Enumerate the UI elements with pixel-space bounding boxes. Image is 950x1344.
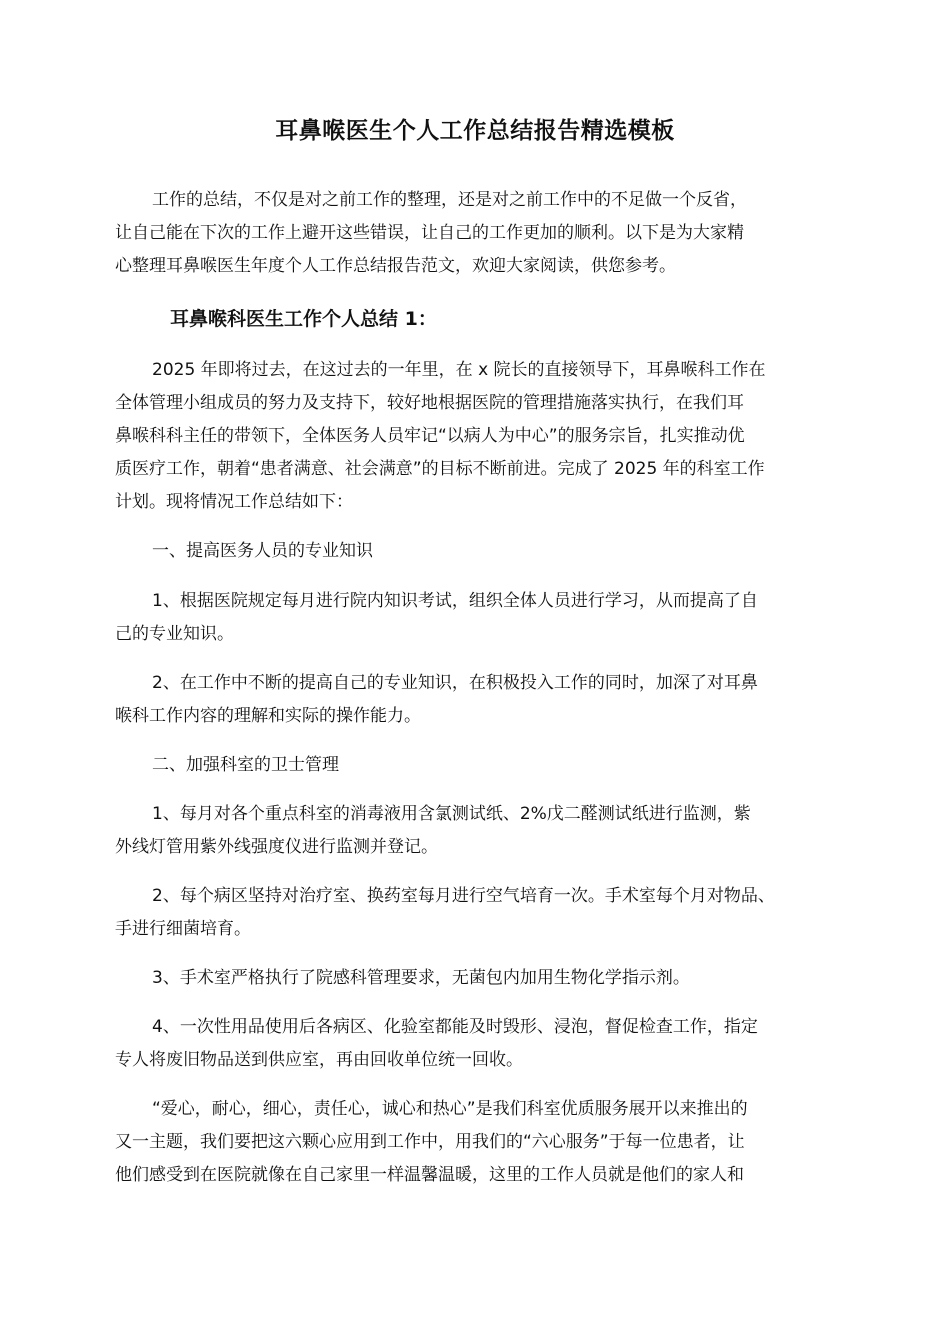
paragraph-line: 专人将废旧物品送到供应室，再由回收单位统一回收。 bbox=[115, 1050, 523, 1070]
paragraph-line: 二、加强科室的卫士管理 bbox=[152, 755, 339, 775]
paragraph-line: 手进行细菌培育。 bbox=[115, 919, 251, 939]
paragraph-line: 4、一次性用品使用后各病区、化验室都能及时毁形、浸泡，督促检查工作，指定 bbox=[152, 1017, 758, 1037]
list-item bbox=[115, 585, 758, 651]
paragraph-line: 己的专业知识。 bbox=[115, 624, 234, 644]
paragraph-line: 一、提高医务人员的专业知识 bbox=[152, 541, 373, 561]
paragraph-line: 3、手术室严格执行了院感科管理要求，无菌包内加用生物化学指示剂。 bbox=[152, 968, 690, 988]
paragraph-line: 2、在工作中不断的提高自己的专业知识，在积极投入工作的同时，加深了对耳鼻 bbox=[152, 673, 758, 693]
document-title: 耳鼻喉医生个人工作总结报告精选模板 bbox=[275, 118, 675, 144]
intro-paragraph bbox=[115, 184, 747, 283]
paragraph-line: 质医疗工作，朝着“患者满意、社会满意”的目标不断前进。完成了 2025 年的科室工作 bbox=[115, 459, 765, 479]
subsection-heading bbox=[115, 535, 373, 568]
paragraph-line: 又一主题，我们要把这六颗心应用到工作中，用我们的“六心服务”于每一位患者，让 bbox=[115, 1132, 745, 1152]
list-item bbox=[115, 1011, 758, 1077]
paragraph-line: 外线灯管用紫外线强度仪进行监测并登记。 bbox=[115, 837, 438, 857]
list-item bbox=[115, 798, 751, 864]
paragraph-line: 鼻喉科科主任的带领下，全体医务人员牢记“以病人为中心”的服务宗旨，扎实推动优 bbox=[115, 426, 745, 446]
paragraph-line: 计划。现将情况工作总结如下： bbox=[115, 492, 353, 512]
closing-paragraph bbox=[115, 1093, 748, 1192]
paragraph-line: 让自己能在下次的工作上避开这些错误，让自己的工作更加的顺利。以下是为大家精 bbox=[115, 223, 744, 243]
section-heading: 耳鼻喉科医生工作个人总结 1： bbox=[170, 308, 437, 330]
paragraph-line: 2、每个病区坚持对治疗室、换药室每月进行空气培育一次。手术室每个月对物品、 bbox=[152, 886, 775, 906]
list-item bbox=[115, 667, 758, 733]
paragraph-line: 1、根据医院规定每月进行院内知识考试，组织全体人员进行学习，从而提高了自 bbox=[152, 591, 758, 611]
paragraph-line: 工作的总结，不仅是对之前工作的整理，还是对之前工作中的不足做一个反省， bbox=[152, 190, 747, 210]
paragraph-line: 他们感受到在医院就像在自己家里一样温馨温暖，这里的工作人员就是他们的家人和 bbox=[115, 1165, 744, 1185]
paragraph-line: 1、每月对各个重点科室的消毒液用含氯测试纸、2%戊二醛测试纸进行监测，紫 bbox=[152, 804, 751, 824]
subsection-heading bbox=[115, 749, 339, 782]
paragraph-line: 喉科工作内容的理解和实际的操作能力。 bbox=[115, 706, 421, 726]
paragraph-line: 全体管理小组成员的努力及支持下，较好地根据医院的管理措施落实执行，在我们耳 bbox=[115, 393, 744, 413]
paragraph-line: 2025 年即将过去，在这过去的一年里，在 x 院长的直接领导下，耳鼻喉科工作在 bbox=[152, 360, 766, 380]
list-item bbox=[115, 880, 775, 946]
paragraph-line: 心整理耳鼻喉医生年度个人工作总结报告范文，欢迎大家阅读，供您参考。 bbox=[115, 256, 676, 276]
list-item bbox=[115, 962, 690, 995]
summary-paragraph bbox=[115, 354, 766, 519]
paragraph-line: “爱心，耐心，细心，责任心，诚心和热心”是我们科室优质服务展开以来推出的 bbox=[152, 1099, 748, 1119]
